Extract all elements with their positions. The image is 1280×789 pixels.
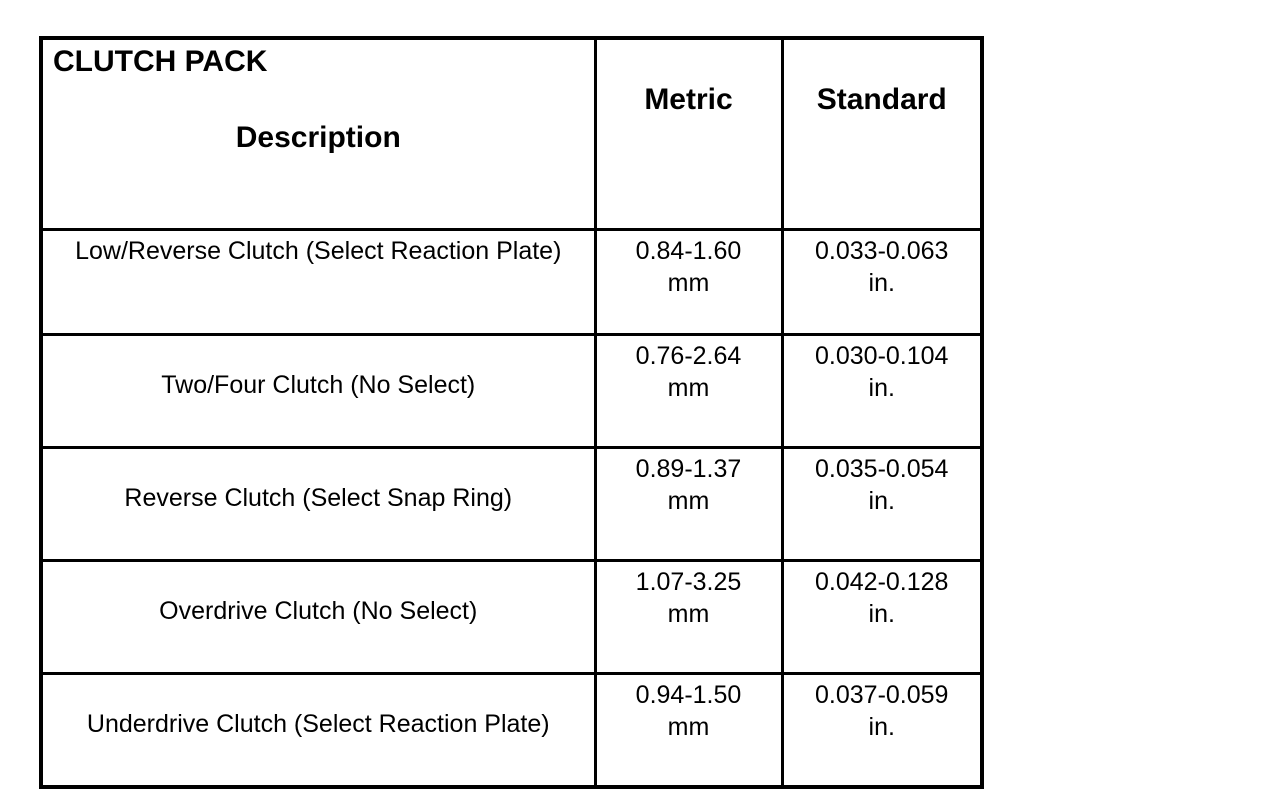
metric-value: 0.89-1.37 xyxy=(635,455,742,483)
metric-unit: mm xyxy=(667,713,710,741)
standard-cell xyxy=(782,230,982,335)
metric-column-header: Metric xyxy=(644,83,733,116)
metric-cell xyxy=(595,448,782,561)
standard-value: 0.030-0.104 xyxy=(815,342,949,370)
table-row xyxy=(41,561,982,674)
standard-cell xyxy=(782,448,982,561)
metric-value: 0.84-1.60 xyxy=(635,237,742,265)
metric-column-header-cell xyxy=(595,38,782,230)
standard-unit: in. xyxy=(868,600,895,628)
standard-column-header: Standard xyxy=(816,83,947,116)
metric-value: 0.76-2.64 xyxy=(635,342,742,370)
standard-unit: in. xyxy=(868,487,895,515)
table-title: CLUTCH PACK xyxy=(53,45,268,78)
standard-unit: in. xyxy=(868,269,895,297)
table-header-row xyxy=(41,38,982,230)
standard-value: 0.042-0.128 xyxy=(815,568,949,596)
standard-cell xyxy=(782,561,982,674)
metric-value: 1.07-3.25 xyxy=(635,568,742,596)
table-row xyxy=(41,335,982,448)
metric-cell xyxy=(595,674,782,788)
clutch-description: Low/Reverse Clutch (Select Reaction Plate) xyxy=(41,230,595,335)
standard-value: 0.033-0.063 xyxy=(815,237,949,265)
table-row xyxy=(41,448,982,561)
metric-cell xyxy=(595,230,782,335)
standard-value: 0.035-0.054 xyxy=(815,455,949,483)
standard-value: 0.037-0.059 xyxy=(815,681,949,709)
clutch-pack-table xyxy=(39,36,984,789)
metric-unit: mm xyxy=(667,374,710,402)
metric-cell xyxy=(595,561,782,674)
standard-unit: in. xyxy=(868,374,895,402)
table-row xyxy=(41,230,982,335)
standard-unit: in. xyxy=(868,713,895,741)
clutch-description: Reverse Clutch (Select Snap Ring) xyxy=(41,448,595,561)
header-description-cell xyxy=(41,38,595,230)
standard-cell xyxy=(782,335,982,448)
metric-unit: mm xyxy=(667,269,710,297)
metric-unit: mm xyxy=(667,487,710,515)
clutch-description: Two/Four Clutch (No Select) xyxy=(41,335,595,448)
description-column-header: Description xyxy=(235,121,401,154)
table-row xyxy=(41,674,982,788)
metric-unit: mm xyxy=(667,600,710,628)
standard-column-header-cell xyxy=(782,38,982,230)
clutch-description: Underdrive Clutch (Select Reaction Plate) xyxy=(41,674,595,788)
standard-cell xyxy=(782,674,982,788)
clutch-description: Overdrive Clutch (No Select) xyxy=(41,561,595,674)
metric-value: 0.94-1.50 xyxy=(635,681,742,709)
metric-cell xyxy=(595,335,782,448)
